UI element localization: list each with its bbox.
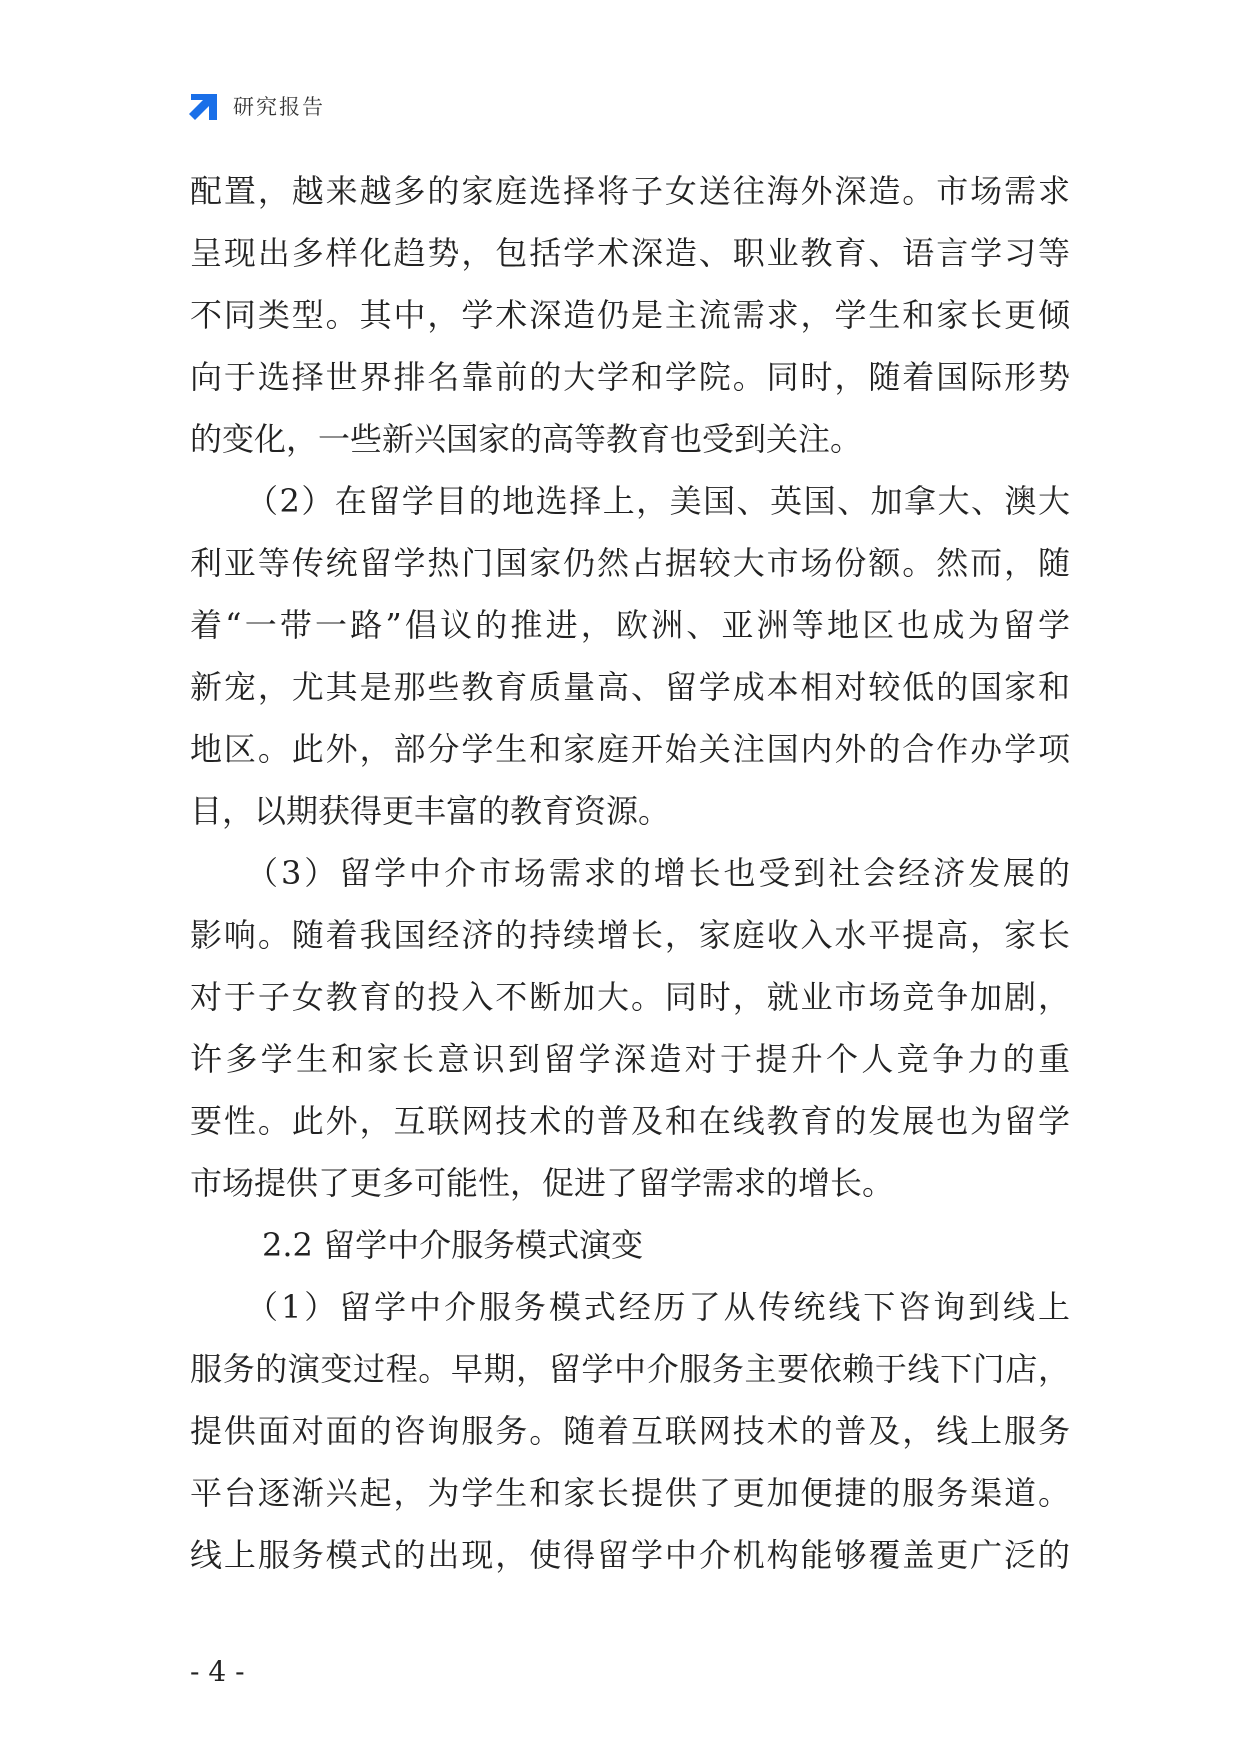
text-line: 目，以期获得更丰富的教育资源。 xyxy=(190,792,671,830)
section-heading: 2.2 留学中介服务模式演变 xyxy=(262,1226,644,1264)
text-line: 平台逐渐兴起，为学生和家长提供了更加便捷的服务渠道。 xyxy=(190,1474,1070,1512)
text-line: 影响。随着我国经济的持续增长，家庭收入水平提高，家长 xyxy=(190,916,1070,954)
text-line: （1）留学中介服务模式经历了从传统线下咨询到线上 xyxy=(246,1288,1070,1326)
text-line: 向于选择世界排名靠前的大学和学院。同时，随着国际形势 xyxy=(190,358,1070,396)
text-line: 呈现出多样化趋势，包括学术深造、职业教育、语言学习等 xyxy=(190,234,1070,272)
text-line: （3）留学中介市场需求的增长也受到社会经济发展的 xyxy=(246,854,1070,892)
text-line: 市场提供了更多可能性，促进了留学需求的增长。 xyxy=(190,1164,895,1202)
text-line: 的变化，一些新兴国家的高等教育也受到关注。 xyxy=(190,420,863,458)
text-line: 对于子女教育的投入不断加大。同时，就业市场竞争加剧， xyxy=(190,978,1070,1016)
text-line: 着“一带一路”倡议的推进，欧洲、亚洲等地区也成为留学 xyxy=(190,606,1070,644)
text-line: （2）在留学目的地选择上，美国、英国、加拿大、澳大 xyxy=(246,482,1070,520)
page-header xyxy=(187,88,325,124)
page-number: - 4 - xyxy=(190,1655,245,1688)
text-line: 不同类型。其中，学术深造仍是主流需求，学生和家长更倾 xyxy=(190,296,1070,334)
text-line: 线上服务模式的出现，使得留学中介机构能够覆盖更广泛的 xyxy=(190,1536,1070,1574)
text-line: 利亚等传统留学热门国家仍然占据较大市场份额。然而，随 xyxy=(190,544,1070,582)
text-line: 新宠，尤其是那些教育质量高、留学成本相对较低的国家和 xyxy=(190,668,1070,706)
text-line: 地区。此外，部分学生和家庭开始关注国内外的合作办学项 xyxy=(190,730,1070,768)
text-line: 许多学生和家长意识到留学深造对于提升个人竞争力的重 xyxy=(190,1040,1070,1078)
text-line: 服务的演变过程。早期，留学中介服务主要依赖于线下门店， xyxy=(190,1350,1070,1388)
document-body xyxy=(190,160,1070,1586)
arrow-logo-icon xyxy=(187,88,223,124)
header-title: 研究报告 xyxy=(233,95,325,119)
text-line: 配置，越来越多的家庭选择将子女送往海外深造。市场需求 xyxy=(190,172,1070,210)
text-line: 要性。此外，互联网技术的普及和在线教育的发展也为留学 xyxy=(190,1102,1070,1140)
text-line: 提供面对面的咨询服务。随着互联网技术的普及，线上服务 xyxy=(190,1412,1070,1450)
